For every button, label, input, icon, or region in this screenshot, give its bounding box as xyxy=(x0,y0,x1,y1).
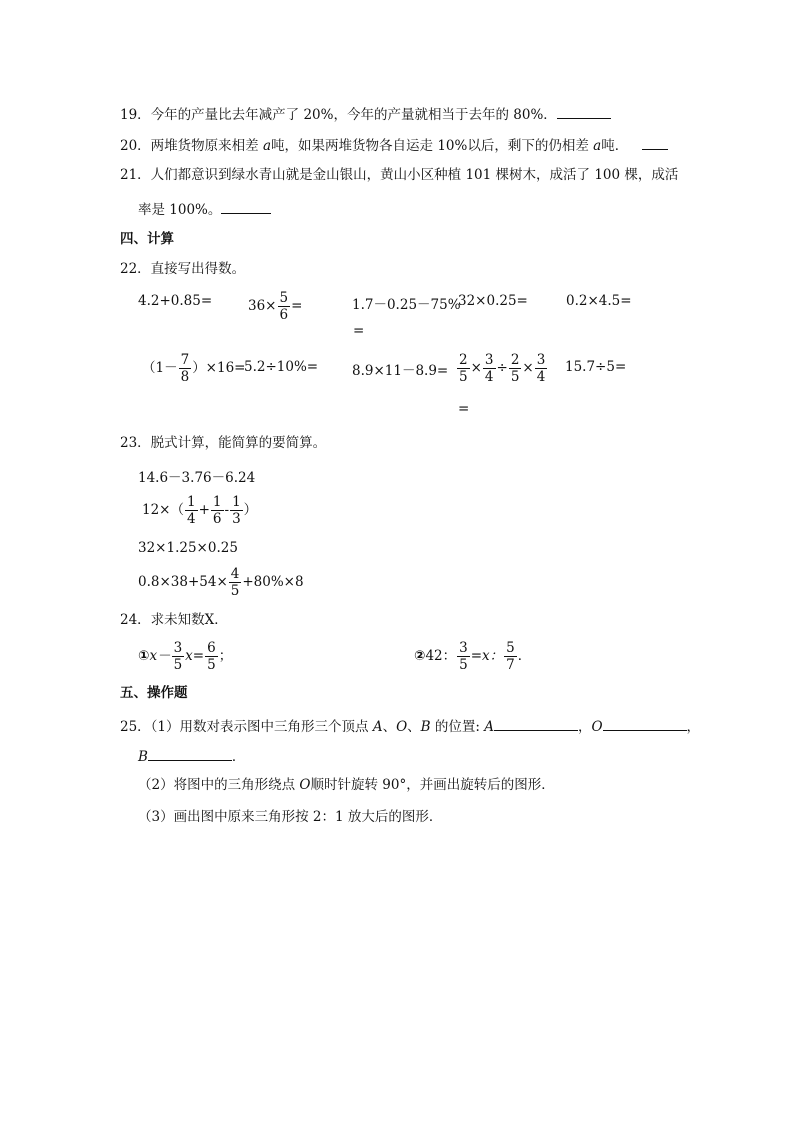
q22-item-5: 0.2×4.5= xyxy=(566,293,632,309)
expr-text: 36× xyxy=(248,298,277,314)
fraction: $\frac{5}{6}$ xyxy=(279,290,289,323)
q22-item-6 xyxy=(142,352,246,385)
question-19-text: 19．今年的产量比去年减产了 20%，今年的产量就相当于去年的 80%． xyxy=(120,107,557,123)
fraction: $\frac{3}{4}$ xyxy=(536,352,546,385)
fraction: $\frac{2}{5}$ xyxy=(510,352,520,385)
fraction: $\frac{6}{5}$ xyxy=(207,640,216,673)
q23-expr-4: 0.8×38+54× $\frac{4}{5}$ +80%×8 xyxy=(138,566,304,599)
question-24-title: 24．求未知数Ⅹ． xyxy=(120,612,228,628)
q22-item-1: 4.2+0.85= xyxy=(138,293,213,309)
question-25-part-1: 25．（1）用数对表示图中三角形三个顶点 A、O、B 的位置: A ，O ， xyxy=(120,716,700,736)
question-25-part-3: （3）画出图中原来三角形按 2：1 放大后的图形． xyxy=(138,809,443,825)
q22-item-3-equals: = xyxy=(353,323,365,339)
q22-item-9-equals: = xyxy=(458,401,470,417)
fraction: $\frac{3}{5}$ xyxy=(173,640,183,673)
q22-item-9: $\frac{2}{5}$ × $\frac{3}{4}$ ÷ $\frac{2}{5}$ × $\frac{3}{4}$ xyxy=(459,352,546,385)
question-21-line2 xyxy=(138,199,271,219)
question-23-title: 23．脱式计算，能简算的要简算。 xyxy=(120,435,327,451)
fraction: $\frac{7}{8}$ xyxy=(180,352,190,385)
variable-a: a xyxy=(262,138,272,154)
fraction: $\frac{4}{5}$ xyxy=(230,566,240,599)
answer-blank-A[interactable] xyxy=(494,716,578,731)
q24-problem-1: ①x－ $\frac{3}{5}$ x= $\frac{6}{5}$ ； xyxy=(138,640,233,673)
expr-text: （1－ xyxy=(142,360,178,376)
q22-item-4: 32×0.25= xyxy=(458,293,528,309)
answer-blank[interactable] xyxy=(642,135,668,150)
q22-item-2 xyxy=(248,290,302,323)
question-20-text-b: 吨，如果两堆货物各自运走 10%以后，剩下的仍相差 xyxy=(271,138,594,154)
q23-expr-2: 12×（ $\frac{1}{4}$ + $\frac{1}{6}$ - $\frac{1}{3}$ ） xyxy=(142,494,258,527)
expr-text: ）×16= xyxy=(192,360,246,376)
question-21-line1: 21．人们都意识到绿水青山就是金山银山，黄山小区种植 101 棵树木，成活了 100 棵，成活 xyxy=(120,167,679,183)
fraction: $\frac{3}{5}$ xyxy=(459,640,468,673)
q23-expr-1: 14.6－3.76－6.24 xyxy=(138,470,256,486)
fraction: $\frac{1}{4}$ xyxy=(187,494,196,527)
fraction: $\frac{3}{4}$ xyxy=(484,352,494,385)
fraction: $\frac{1}{6}$ xyxy=(212,494,222,527)
q22-item-3: 1.7－0.25－75% xyxy=(352,297,461,313)
fraction: $\frac{1}{3}$ xyxy=(232,494,241,527)
circled-number: ② xyxy=(414,648,426,664)
fraction: $\frac{5}{7}$ xyxy=(506,640,515,673)
answer-blank-B[interactable] xyxy=(148,746,232,761)
fraction: $\frac{2}{5}$ xyxy=(459,352,468,385)
q23-expr-3: 32×1.25×0.25 xyxy=(138,540,238,556)
question-25-part-1-cont: B ． xyxy=(138,746,245,766)
section-title-calculation: 四、计算 xyxy=(120,231,174,247)
question-19 xyxy=(120,104,611,124)
question-20-text-a: 20．两堆货物原来相差 xyxy=(120,138,263,154)
section-title-operation: 五、操作题 xyxy=(120,685,188,701)
q22-item-7: 5.2÷10%= xyxy=(244,359,319,375)
answer-blank[interactable] xyxy=(557,104,611,119)
answer-blank[interactable] xyxy=(221,199,271,214)
answer-blank-O[interactable] xyxy=(603,716,687,731)
question-25-part-2: （2）将图中的三角形绕点 O顺时针旋转 90°，并画出旋转后的图形． xyxy=(138,777,555,793)
circled-number: ① xyxy=(138,648,150,664)
q22-item-10: 15.7÷5= xyxy=(565,359,627,375)
expr-text: = xyxy=(291,298,303,314)
question-20 xyxy=(120,135,668,155)
question-22-title: 22．直接写出得数。 xyxy=(120,261,246,277)
question-21-text: 率是 100%。 xyxy=(138,202,222,218)
question-20-text-c: 吨． xyxy=(601,138,629,154)
q24-problem-2: ②42： $\frac{3}{5}$ =x： $\frac{5}{7}$ ． xyxy=(414,640,532,673)
variable-a: a xyxy=(593,138,602,154)
q22-item-8: 8.9×11－8.9= xyxy=(352,363,449,379)
